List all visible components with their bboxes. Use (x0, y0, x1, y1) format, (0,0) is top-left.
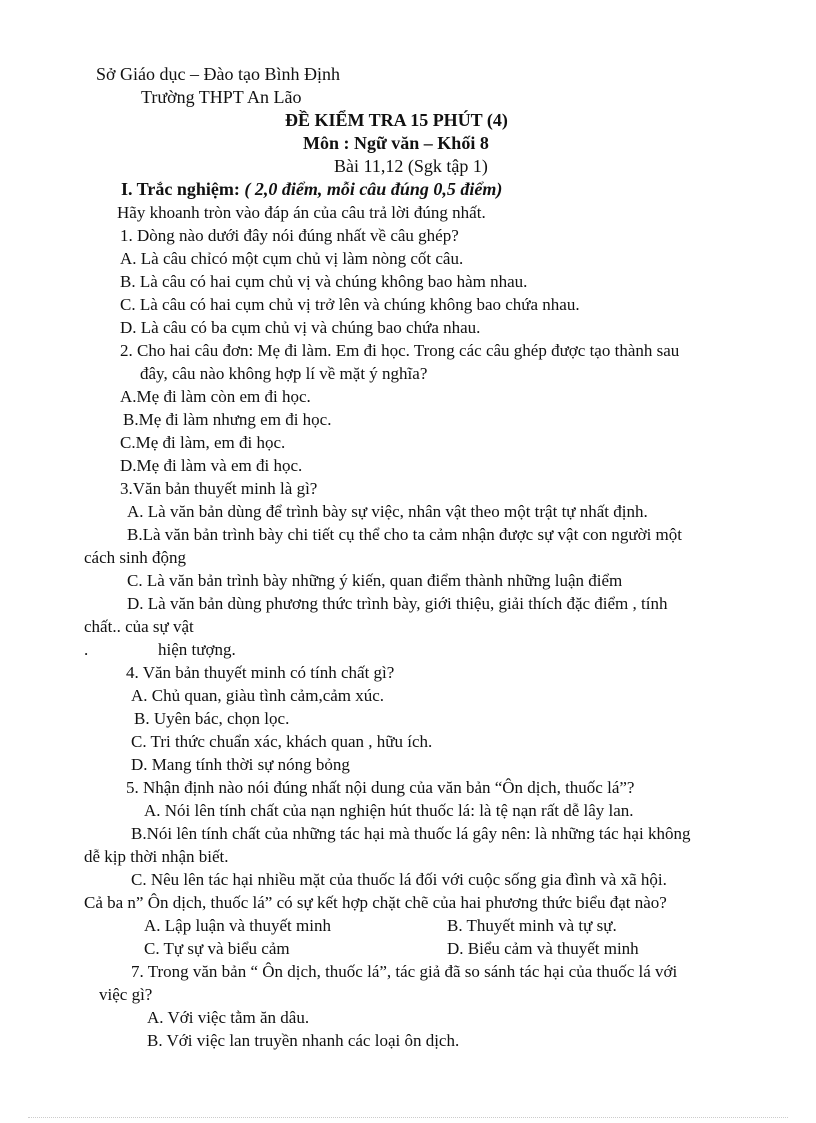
question-5: 5. Nhận định nào nói đúng nhất nội dung của văn bản “Ôn dịch, thuốc lá”? (126, 778, 635, 797)
q1-option-b: B. Là câu có hai cụm chủ vị và chúng không bao hàm nhau. (120, 272, 528, 291)
q6-option-a: A. Lập luận và thuyết minh (144, 916, 331, 935)
q2-option-d: D.Mẹ đi làm và em đi học. (120, 456, 303, 475)
q5-option-b-line-1: B.Nói lên tính chất của những tác hại mà thuốc lá gây nên: là những tác hại không (131, 824, 691, 843)
q1-option-a: A. Là câu chỉcó một cụm chủ vị làm nòng cốt câu. (120, 249, 464, 268)
q3-option-d-line-1: D. Là văn bản dùng phương thức trình bày, giới thiệu, giải thích đặc điểm , tính (127, 594, 668, 613)
q4-option-d: D. Mang tính thời sự nóng bỏng (131, 755, 350, 774)
q5-option-c: C. Nêu lên tác hại nhiều mặt của thuốc lá đối với cuộc sống gia đình và xã hội. (131, 870, 667, 889)
q1-option-c: C. Là câu có hai cụm chủ vị trở lên và chúng không bao chứa nhau. (120, 295, 580, 314)
q6-option-c: C. Tự sự và biểu cảm (144, 939, 290, 958)
instruction-text: Hãy khoanh tròn vào đáp án của câu trả lời đúng nhất. (117, 203, 486, 222)
exam-title: ĐỀ KIỂM TRA 15 PHÚT (4) (285, 110, 508, 130)
q5-option-b-line-2: dễ kịp thời nhận biết. (84, 847, 229, 866)
q4-option-a: A. Chủ quan, giàu tình cảm,cảm xúc. (131, 686, 385, 705)
section-heading (121, 178, 502, 200)
question-7-line-1: 7. Trong văn bản “ Ôn dịch, thuốc lá”, tác giả đã so sánh tác hại của thuốc lá với (131, 962, 678, 981)
question-6: Cả ba n” Ôn dịch, thuốc lá” có sự kết hợp chặt chẽ của hai phương thức biểu đạt nào? (84, 893, 667, 912)
question-7-line-2: việc gì? (99, 985, 153, 1004)
subject-text: Môn : Ngữ văn – Khối 8 (303, 133, 489, 153)
q1-option-d: D. Là câu có ba cụm chủ vị và chúng bao chứa nhau. (120, 318, 481, 337)
question-2-line-2: đây, câu nào không hợp lí về mặt ý nghĩa? (140, 364, 428, 383)
section-title: I. Trắc nghiệm: (121, 179, 240, 199)
department-name: Sở Giáo dục – Đào tạo Bình Định (96, 64, 340, 84)
section-scoring: ( 2,0 điểm, mỗi câu đúng 0,5 điểm) (244, 179, 503, 199)
q7-option-a: A. Với việc tằm ăn dâu. (147, 1008, 310, 1027)
school-name: Trường THPT An Lão (141, 87, 302, 107)
q2-option-b: B.Mẹ đi làm nhưng em đi học. (123, 410, 332, 429)
q3-option-c: C. Là văn bản trình bày những ý kiến, quan điểm thành những luận điểm (127, 571, 623, 590)
q5-option-a: A. Nói lên tính chất của nạn nghiện hút thuốc lá: là tệ nạn rất dễ lây lan. (144, 801, 634, 820)
q2-option-c: C.Mẹ đi làm, em đi học. (120, 433, 286, 452)
q2-option-a: A.Mẹ đi làm còn em đi học. (120, 387, 311, 406)
lesson-line: Bài 11,12 (Sgk tập 1) (334, 156, 488, 176)
q6-option-b: B. Thuyết minh và tự sự. (447, 916, 617, 935)
q3-option-d-line-2: chất.. của sự vật (84, 617, 194, 636)
q3-option-b-line-1: B.Là văn bản trình bày chi tiết cụ thể cho ta cảm nhận được sự vật con người một (127, 525, 682, 544)
subject-line (303, 132, 489, 154)
q4-option-b: B. Uyên bác, chọn lọc. (134, 709, 290, 728)
q3-option-b-line-2: cách sinh động (84, 548, 186, 567)
q7-option-b: B. Với việc lan truyền nhanh các loại ôn dịch. (147, 1031, 460, 1050)
q6-option-d: D. Biểu cảm và thuyết minh (447, 939, 639, 958)
q3-option-a: A. Là văn bản dùng để trình bày sự việc, nhân vật theo một trật tự nhất định. (127, 502, 648, 521)
q4-option-c: C. Tri thức chuẩn xác, khách quan , hữu ích. (131, 732, 433, 751)
question-4: 4. Văn bản thuyết minh có tính chất gì? (126, 663, 395, 682)
page-bottom-divider (28, 1117, 788, 1118)
question-2-line-1: 2. Cho hai câu đơn: Mẹ đi làm. Em đi học. Trong các câu ghép được tạo thành sau (120, 341, 680, 360)
question-1: 1. Dòng nào dưới đây nói đúng nhất về câu ghép? (120, 226, 459, 245)
question-3: 3.Văn bản thuyết minh là gì? (120, 479, 318, 498)
q3-option-d-line-3: hiện tượng. (158, 640, 236, 659)
q3-option-d-line-3-mark: . (84, 640, 89, 659)
